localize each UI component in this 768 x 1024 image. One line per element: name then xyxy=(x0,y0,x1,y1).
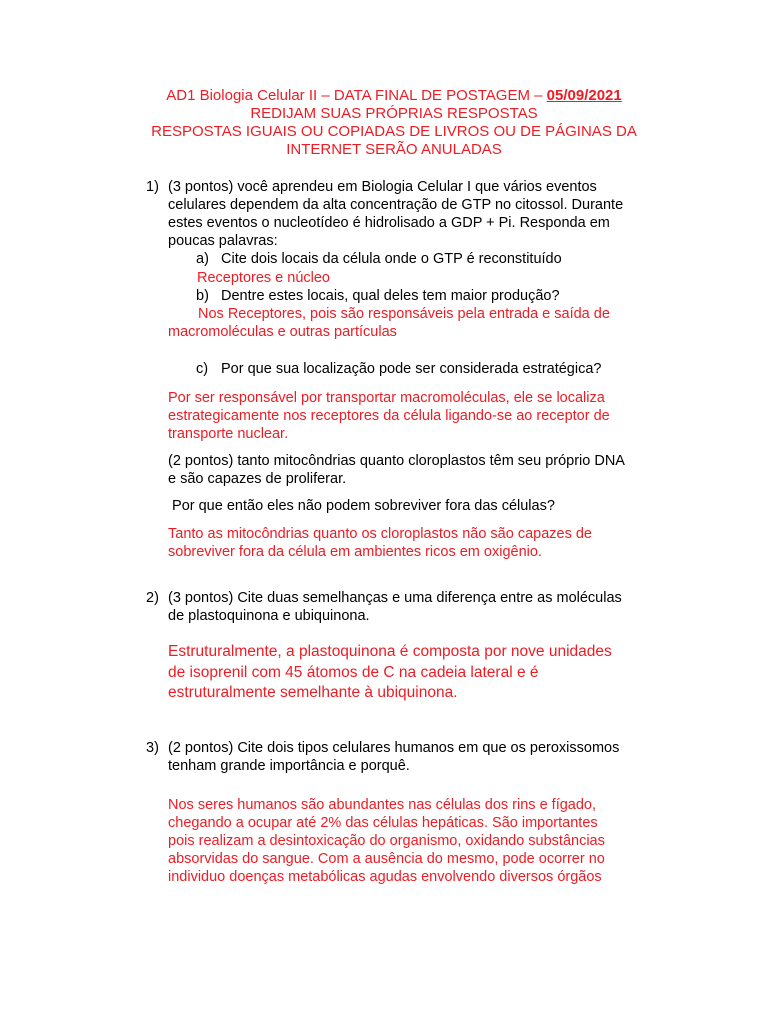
question-1-line-2: celulares dependem da alta concentração de GTP no citossol. Durante xyxy=(168,197,624,213)
question-1a-label: a) xyxy=(196,251,209,267)
question-1-extra-text xyxy=(168,452,668,488)
question-3-line-1: (2 pontos) Cite dois tipos celulares humanos em que os peroxissomos xyxy=(168,740,620,756)
header-line-4: INTERNET SERÃO ANULADAS xyxy=(286,141,502,158)
question-1-extra-line-2: e são capazes de proliferar. xyxy=(168,471,347,487)
question-1-text xyxy=(168,178,668,250)
header-title-line xyxy=(100,87,688,105)
question-1-number: 1) xyxy=(146,179,159,195)
question-3-line-2: tenham grande importância e porquê. xyxy=(168,758,410,774)
header-title: AD1 Biologia Celular II – DATA FINAL DE POSTAGEM – xyxy=(166,87,547,104)
question-2-line-1: (3 pontos) Cite duas semelhanças e uma diferença entre as moléculas xyxy=(168,590,622,606)
question-1b-text: Dentre estes locais, qual deles tem maior produção? xyxy=(221,288,560,304)
header-line-3: RESPOSTAS IGUAIS OU COPIADAS DE LIVROS OU DE PÁGINAS DA xyxy=(151,123,637,140)
question-1c-answer xyxy=(168,389,668,443)
question-3-answer-line-2: chegando a ocupar até 2% das células hepáticas. São importantes xyxy=(168,815,598,831)
question-2-text xyxy=(168,589,668,625)
question-1-extra-question: Por que então eles não podem sobreviver fora das células? xyxy=(168,498,555,514)
question-3-text xyxy=(168,739,668,775)
question-2-number: 2) xyxy=(146,590,159,606)
document-header xyxy=(100,87,688,159)
question-1a-text: Cite dois locais da célula onde o GTP é reconstituído xyxy=(221,251,562,267)
question-1-line-1: (3 pontos) você aprendeu em Biologia Celular I que vários eventos xyxy=(168,179,597,195)
question-1b-label: b) xyxy=(196,288,209,304)
question-2-answer-line-3: estruturalmente semelhante à ubiquinona. xyxy=(168,684,458,701)
question-1b-answer-line-2: macromoléculas e outras partículas xyxy=(168,324,397,340)
question-1b-answer xyxy=(168,305,668,341)
question-2-answer-line-2: de isoprenil com 45 átomos de C na cadeia lateral e é xyxy=(168,663,539,681)
question-1-extra-answer-line-1: Tanto as mitocôndrias quanto os cloroplastos não são capazes de xyxy=(168,526,592,542)
question-1c-label: c) xyxy=(196,361,209,377)
question-1-extra-line-1: (2 pontos) tanto mitocôndrias quanto cloroplastos têm seu próprio DNA xyxy=(168,453,625,469)
question-3-number: 3) xyxy=(146,740,159,756)
question-1c-answer-line-1: Por ser responsável por transportar macromoléculas, ele se localiza xyxy=(168,390,605,406)
question-2-answer-line-1: Estruturalmente, a plastoquinona é composta por nove unidades xyxy=(168,643,612,660)
question-1c-answer-line-2: estrategicamente nos receptores da célula ligando-se ao receptor de xyxy=(168,408,610,424)
question-1-line-4: poucas palavras: xyxy=(168,233,278,249)
question-1-extra-answer-line-2: sobreviver fora da célula em ambientes ricos em oxigênio. xyxy=(168,544,542,560)
question-1c-text: Por que sua localização pode ser considerada estratégica? xyxy=(221,361,602,377)
question-3-answer-line-1: Nos seres humanos são abundantes nas células dos rins e fígado, xyxy=(168,797,597,813)
question-1-line-3: estes eventos o nucleotídeo é hidrolisado a GDP + Pi. Responda em xyxy=(168,215,610,231)
header-line-2: REDIJAM SUAS PRÓPRIAS RESPOSTAS xyxy=(250,105,538,122)
question-3-answer-line-4: absorvidas do sangue. Com a ausência do mesmo, pode ocorrer no xyxy=(168,851,605,867)
deadline-date: 05/09/2021 xyxy=(546,87,622,104)
question-3-answer xyxy=(168,796,668,886)
question-1-extra-answer xyxy=(168,525,668,561)
question-2-answer xyxy=(168,642,688,704)
question-1b-answer-line-1: Nos Receptores, pois são responsáveis pela entrada e saída de xyxy=(198,306,610,322)
question-1c-answer-line-3: transporte nuclear. xyxy=(168,426,289,442)
question-1a-answer: Receptores e núcleo xyxy=(197,270,330,286)
question-3-answer-line-3: pois realizam a desintoxicação do organismo, oxidando substâncias xyxy=(168,833,605,849)
question-2-line-2: de plastoquinona e ubiquinona. xyxy=(168,608,370,624)
question-3-answer-line-5: individuo doenças metabólicas agudas envolvendo diversos órgãos xyxy=(168,869,602,885)
